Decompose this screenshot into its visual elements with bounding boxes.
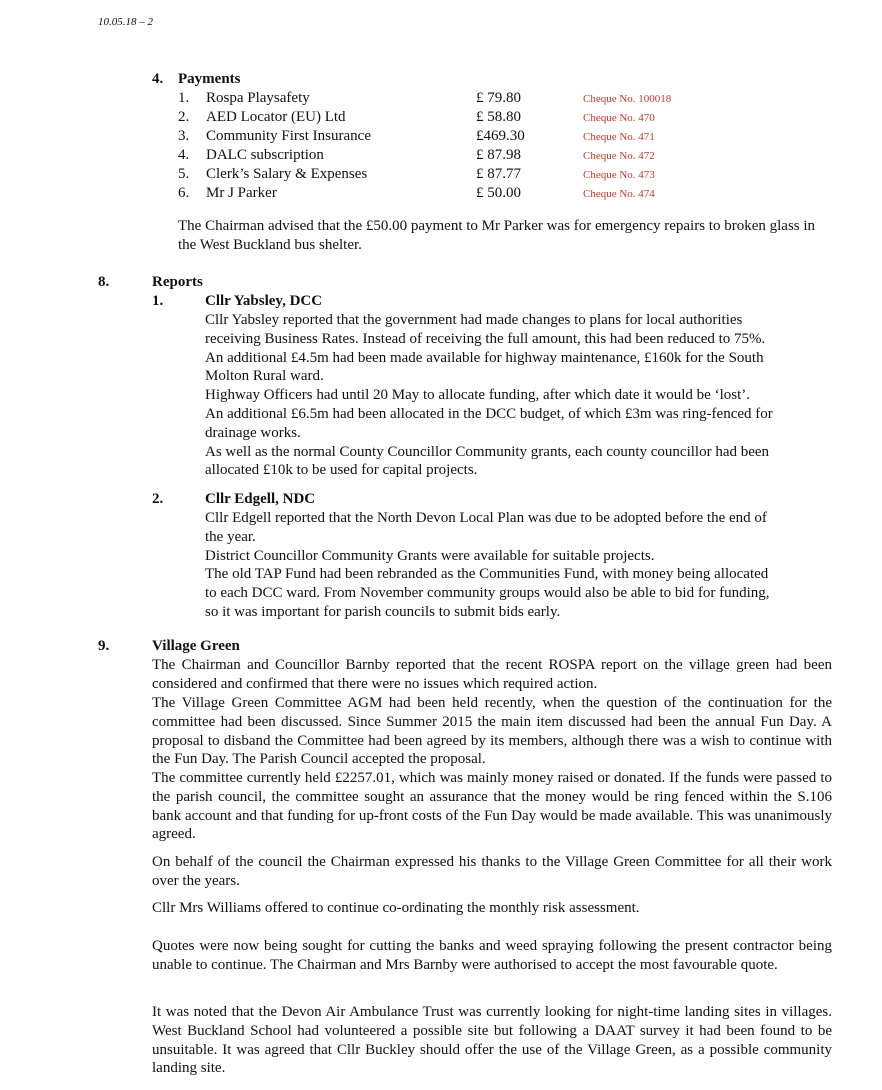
village-green-para-5: Cllr Mrs Williams offered to continue co-ordinating the monthly risk assessment. bbox=[152, 900, 640, 916]
payment-payee: Community First Insurance bbox=[206, 128, 371, 144]
payment-payee: Mr J Parker bbox=[206, 185, 277, 201]
report-1-line: allocated £10k to be used for capital projects. bbox=[205, 462, 478, 479]
report-2-line: the year. bbox=[205, 528, 256, 545]
report-1-line: Cllr Yabsley reported that the government had made changes to plans for local authorities bbox=[205, 312, 743, 328]
report-2-line: Cllr Edgell reported that the North Devon Local Plan was due to be adopted before the end of bbox=[205, 510, 767, 526]
payments-note: The Chairman advised that the £50.00 payment to Mr Parker was for emergency repairs to broken glass in the West Buckland bus shelter. bbox=[178, 218, 816, 253]
reports-heading: Reports bbox=[152, 274, 203, 290]
payments-heading: Payments bbox=[178, 71, 241, 87]
report-2-line: to each DCC ward. From November community groups would also be able to bid for funding, bbox=[205, 585, 770, 602]
payments-number: 4. bbox=[152, 71, 164, 87]
report-2-title: Cllr Edgell, NDC bbox=[205, 491, 316, 507]
payment-number: 3. bbox=[178, 128, 190, 144]
report-1-number: 1. bbox=[152, 293, 164, 309]
report-1-line: drainage works. bbox=[205, 424, 301, 441]
payment-number: 1. bbox=[178, 90, 190, 106]
payment-row bbox=[178, 146, 698, 165]
payment-cheque: Cheque No. 473 bbox=[583, 169, 655, 181]
payment-cheque: Cheque No. 472 bbox=[583, 150, 655, 162]
payment-cheque: Cheque No. 471 bbox=[583, 131, 655, 143]
payment-row bbox=[178, 89, 698, 108]
report-2-line: so it was important for parish councils to submit bids early. bbox=[205, 603, 561, 620]
payment-payee: Clerk’s Salary & Expenses bbox=[206, 166, 368, 182]
payment-cheque: Cheque No. 100018 bbox=[583, 93, 672, 105]
report-2-body bbox=[205, 509, 845, 622]
report-1-line: An additional £6.5m had been allocated in the DCC budget, of which £3m was ring-fenced for bbox=[205, 405, 773, 422]
report-1-line: receiving Business Rates. Instead of receiving the full amount, this had been reduced to 75%. bbox=[205, 330, 766, 347]
report-1-title: Cllr Yabsley, DCC bbox=[205, 293, 323, 309]
payment-payee: DALC subscription bbox=[206, 147, 324, 163]
payment-number: 2. bbox=[178, 109, 190, 125]
village-green-heading: Village Green bbox=[152, 638, 240, 654]
reports-number: 8. bbox=[98, 274, 110, 290]
report-2-line: The old TAP Fund had been rebranded as the Communities Fund, with money being allocated bbox=[205, 566, 769, 583]
payment-row bbox=[178, 127, 698, 146]
report-1-line: As well as the normal County Councillor Community grants, each county councillor had been bbox=[205, 443, 770, 460]
payment-number: 6. bbox=[178, 185, 190, 201]
village-green-para-4: On behalf of the council the Chairman expressed his thanks to the Village Green Committee for all their work over the years. bbox=[152, 854, 832, 889]
payment-amount: £ 79.80 bbox=[476, 90, 521, 106]
village-green-para-6: Quotes were now being sought for cutting the banks and weed spraying following the present contractor being unable to continue. The Chairman and Mrs Barnby were authorised to accept the most favourable quote. bbox=[152, 938, 832, 973]
payment-number: 4. bbox=[178, 147, 190, 163]
page-reference: 10.05.18 – 2 bbox=[98, 16, 153, 28]
payment-row bbox=[178, 184, 698, 203]
village-green-para-7: It was noted that the Devon Air Ambulance Trust was currently looking for night-time landing sites in villages. West Buckland School had volunteered a possible site but following a DAAT survey it had been found to be unsuitable. It was agreed that Cllr Buckley should offer the use of the Village Green, as a possible community landing site. bbox=[152, 1004, 832, 1077]
payment-cheque: Cheque No. 474 bbox=[583, 188, 655, 200]
report-1-line: Highway Officers had until 20 May to allocate funding, after which date it would be ‘lost’. bbox=[205, 387, 750, 404]
payment-amount: £469.30 bbox=[476, 128, 525, 144]
village-green-para-2: The Village Green Committee AGM had been held recently, when the question of the continuation for the committee had been discussed. Since Summer 2015 the main item discussed had been the annual Fun Day. A proposal to disband the Committee had been agreed by its members, although there was a wish to continue with the Fun Day. The Parish Council accepted the proposal. bbox=[152, 695, 832, 768]
payment-amount: £ 87.98 bbox=[476, 147, 521, 163]
payment-amount: £ 58.80 bbox=[476, 109, 521, 125]
payment-row bbox=[178, 108, 698, 127]
village-green-para-1: The Chairman and Councillor Barnby reported that the recent ROSPA report on the village green had been considered and confirmed that there were no issues which required action. bbox=[152, 657, 832, 692]
report-2-number: 2. bbox=[152, 491, 164, 507]
payment-payee: Rospa Playsafety bbox=[206, 90, 310, 106]
payment-row bbox=[178, 165, 698, 184]
payment-payee: AED Locator (EU) Ltd bbox=[206, 109, 346, 125]
payment-amount: £ 50.00 bbox=[476, 185, 521, 201]
report-1-line: Molton Rural ward. bbox=[205, 368, 324, 385]
village-green-para-3: The committee currently held £2257.01, which was mainly money raised or donated. If the funds were passed to the parish council, the committee sought an assurance that the money would be ring fenced within the S.106 bank account and that funding for up-front costs of the Fun Day would be made available. This was unanimously agreed. bbox=[152, 770, 832, 843]
payment-number: 5. bbox=[178, 166, 190, 182]
report-1-body bbox=[205, 311, 845, 480]
payment-amount: £ 87.77 bbox=[476, 166, 521, 182]
report-2-line: District Councillor Community Grants were available for suitable projects. bbox=[205, 547, 655, 564]
village-green-number: 9. bbox=[98, 638, 110, 654]
report-1-line: An additional £4.5m had been made available for highway maintenance, £160k for the South bbox=[205, 349, 764, 366]
payment-cheque: Cheque No. 470 bbox=[583, 112, 655, 124]
